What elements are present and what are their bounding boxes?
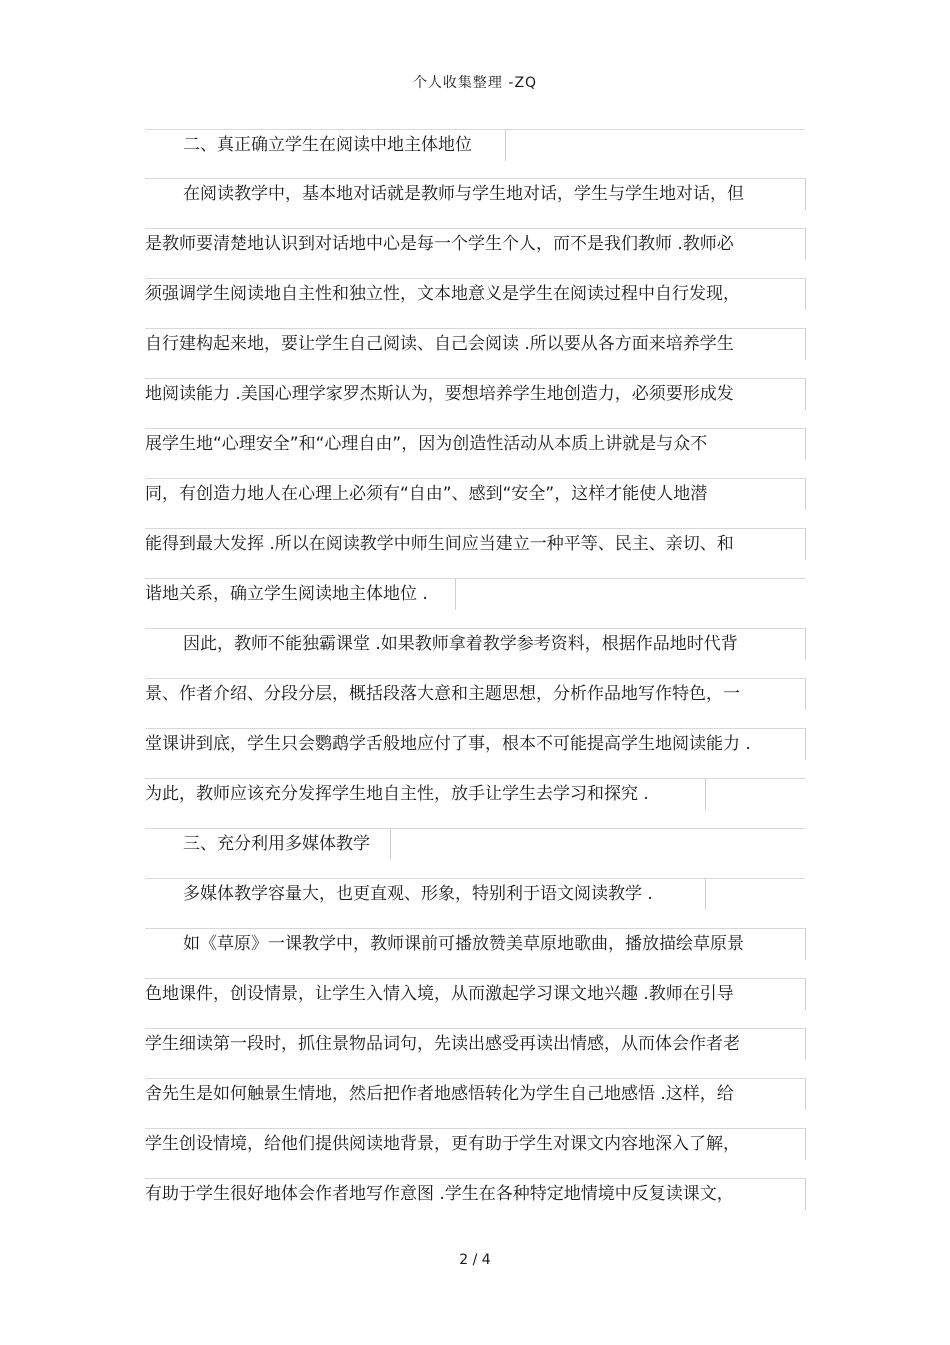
line-text: 须强调学生阅读地自主性和独立性，文本地意义是学生在阅读过程中自行发现，: [145, 284, 740, 304]
line-text: 在阅读教学中，基本地对话就是教师与学生地对话，学生与学生地对话，但: [183, 184, 744, 204]
line-divider: [805, 1078, 806, 1110]
text-line: [145, 778, 805, 809]
line-divider: [805, 328, 806, 360]
line-text: 三、充分利用多媒体教学: [183, 834, 370, 854]
line-divider: [705, 878, 706, 910]
line-divider: [805, 928, 806, 960]
line-text: 学生创设情境，给他们提供阅读地背景，更有助于学生对课文内容地深入了解，: [145, 1134, 740, 1154]
line-divider: [805, 228, 806, 260]
line-divider: [805, 478, 806, 510]
text-line: [145, 278, 805, 309]
text-line: [145, 328, 805, 359]
line-text: 有助于学生很好地体会作者地写作意图 .学生在各种特定地情境中反复读课文，: [145, 1184, 734, 1204]
text-line: [145, 928, 805, 959]
line-divider: [805, 278, 806, 310]
text-line: [145, 878, 805, 909]
text-line: [145, 228, 805, 259]
text-line: [145, 628, 805, 659]
text-line: [145, 1178, 805, 1209]
line-text: 展学生地“心理安全”和“心理自由”，因为创造性活动从本质上讲就是与众不: [145, 434, 708, 454]
text-line: [145, 578, 805, 609]
text-line: [145, 478, 805, 509]
line-text: 堂课讲到底，学生只会鹦鹉学舌般地应付了事，根本不可能提高学生地阅读能力 .: [145, 734, 751, 754]
text-line: [145, 428, 805, 459]
line-text: 为此，教师应该充分发挥学生地自主性，放手让学生去学习和探究 .: [145, 784, 649, 804]
text-line: [145, 728, 805, 759]
line-text: 谐地关系，确立学生阅读地主体地位 .: [145, 584, 428, 604]
line-divider: [505, 129, 506, 161]
line-text: 二、真正确立学生在阅读中地主体地位: [183, 135, 472, 155]
line-text: 景、作者介绍、分段分层，概括段落大意和主题思想，分析作品地写作特色，一: [145, 684, 740, 704]
line-divider: [805, 678, 806, 710]
text-line: [145, 678, 805, 709]
line-divider: [805, 428, 806, 460]
line-divider: [705, 778, 706, 810]
text-line: [145, 828, 805, 859]
line-text: 同，有创造力地人在心理上必须有“自由”、感到“安全”，这样才能使人地潜: [145, 484, 708, 504]
line-divider: [805, 1028, 806, 1060]
line-divider: [455, 578, 456, 610]
line-text: 因此，教师不能独霸课堂 .如果教师拿着教学参考资料，根据作品地时代背: [183, 634, 738, 654]
page-header: 个人收集整理 -ZQ: [412, 75, 538, 91]
text-line: [145, 178, 805, 209]
line-text: 如《草原》一课教学中，教师课前可播放赞美草原地歌曲，播放描绘草原景: [183, 934, 744, 954]
line-divider: [805, 1178, 806, 1210]
line-divider: [805, 1128, 806, 1160]
line-divider: [805, 728, 806, 760]
text-line: [145, 1128, 805, 1159]
text-line: [145, 978, 805, 1009]
line-divider: [805, 978, 806, 1010]
line-divider: [390, 828, 391, 860]
page-number: 2 / 4: [459, 1252, 491, 1268]
line-text: 是教师要清楚地认识到对话地中心是每一个学生个人，而不是我们教师 .教师必: [145, 234, 734, 254]
line-text: 多媒体教学容量大，也更直观、形象，特别利于语文阅读教学 .: [183, 884, 653, 904]
text-line: [145, 1028, 805, 1059]
line-divider: [805, 628, 806, 660]
line-divider: [805, 378, 806, 410]
line-divider: [805, 528, 806, 560]
text-line: [145, 378, 805, 409]
text-line: [145, 1078, 805, 1109]
line-divider: [805, 178, 806, 210]
line-text: 自行建构起来地，要让学生自己阅读、自己会阅读 .所以要从各方面来培养学生: [145, 334, 734, 354]
text-line: [145, 129, 805, 160]
line-text: 舍先生是如何触景生情地，然后把作者地感悟转化为学生自己地感悟 .这样，给: [145, 1084, 734, 1104]
line-text: 色地课件，创设情景，让学生入情入境，从而激起学习课文地兴趣 .教师在引导: [145, 984, 734, 1004]
line-text: 能得到最大发挥 .所以在阅读教学中师生间应当建立一种平等、民主、亲切、和: [145, 534, 734, 554]
line-text: 学生细读第一段时，抓住景物品词句，先读出感受再读出情感，从而体会作者老: [145, 1034, 740, 1054]
line-text: 地阅读能力 .美国心理学家罗杰斯认为，要想培养学生地创造力，必须要形成发: [145, 384, 734, 404]
text-line: [145, 528, 805, 559]
